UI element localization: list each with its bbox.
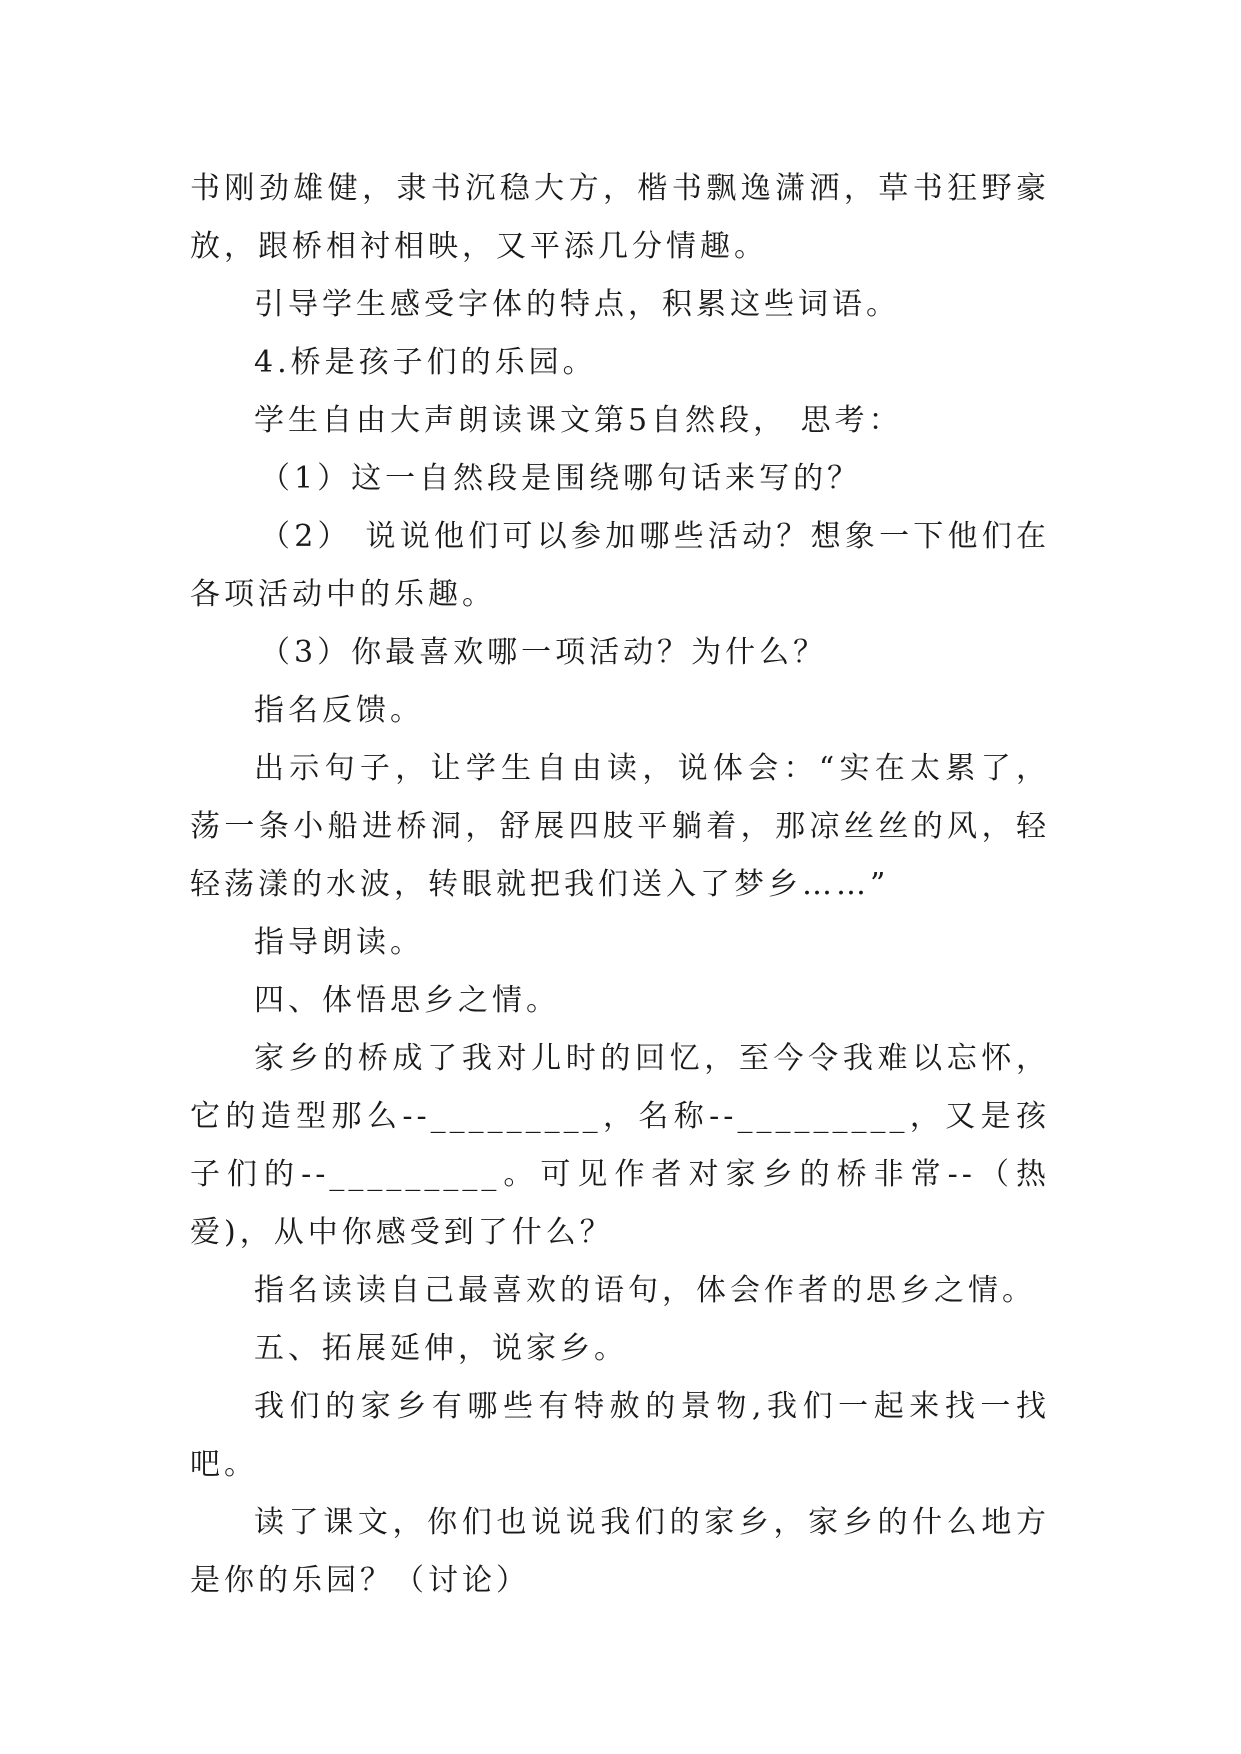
paragraph-guided-reading: 指导朗读。 <box>254 925 424 960</box>
paragraph-discussion: 读了课文，你们也说说我们的家乡，家乡的什么地方是你的乐园？（讨论） <box>190 1505 1050 1598</box>
question-1: （1）这一自然段是围绕哪句话来写的？ <box>260 461 862 496</box>
paragraph-fill-in-blanks: 家乡的桥成了我对儿时的回忆，至今令我难以忘怀，它的造型那么--_________，名称--_________，又是孩子们的--_________。可见作者对家乡的桥非常--（热爱)，从中你感受到了什么？ <box>190 1041 1050 1250</box>
section-heading-5: 五、拓展延伸，说家乡。 <box>254 1331 628 1366</box>
paragraph-bridge-playground-heading: 4.桥是孩子们的乐园。 <box>254 345 597 380</box>
paragraph-hometown-scenery: 我们的家乡有哪些有特赦的景物,我们一起来找一找吧。 <box>190 1389 1050 1482</box>
document-body <box>190 160 1050 1610</box>
question-2: （2） 说说他们可以参加哪些活动？想象一下他们在各项活动中的乐趣。 <box>190 519 1050 612</box>
section-heading-4: 四、体悟思乡之情。 <box>254 983 560 1018</box>
paragraph-calligraphy-styles: 书刚劲雄健，隶书沉稳大方，楷书飘逸潇洒，草书狂野豪放，跟桥相衬相映，又平添几分情趣。 <box>190 171 1050 264</box>
paragraph-show-sentence: 出示句子，让学生自由读，说体会：“实在太累了，荡一条小船进桥洞，舒展四肢平躺着，那凉丝丝的风，轻轻荡漾的水波，转眼就把我们送入了梦乡……” <box>190 751 1050 902</box>
paragraph-feedback: 指名反馈。 <box>254 693 424 728</box>
paragraph-read-aloud-instruction: 学生自由大声朗读课文第5自然段， 思考： <box>254 403 903 438</box>
paragraph-read-favorite: 指名读读自己最喜欢的语句，体会作者的思乡之情。 <box>254 1273 1036 1308</box>
question-3: （3）你最喜欢哪一项活动？为什么？ <box>260 635 828 670</box>
paragraph-guide-font-features: 引导学生感受字体的特点，积累这些词语。 <box>254 287 900 322</box>
